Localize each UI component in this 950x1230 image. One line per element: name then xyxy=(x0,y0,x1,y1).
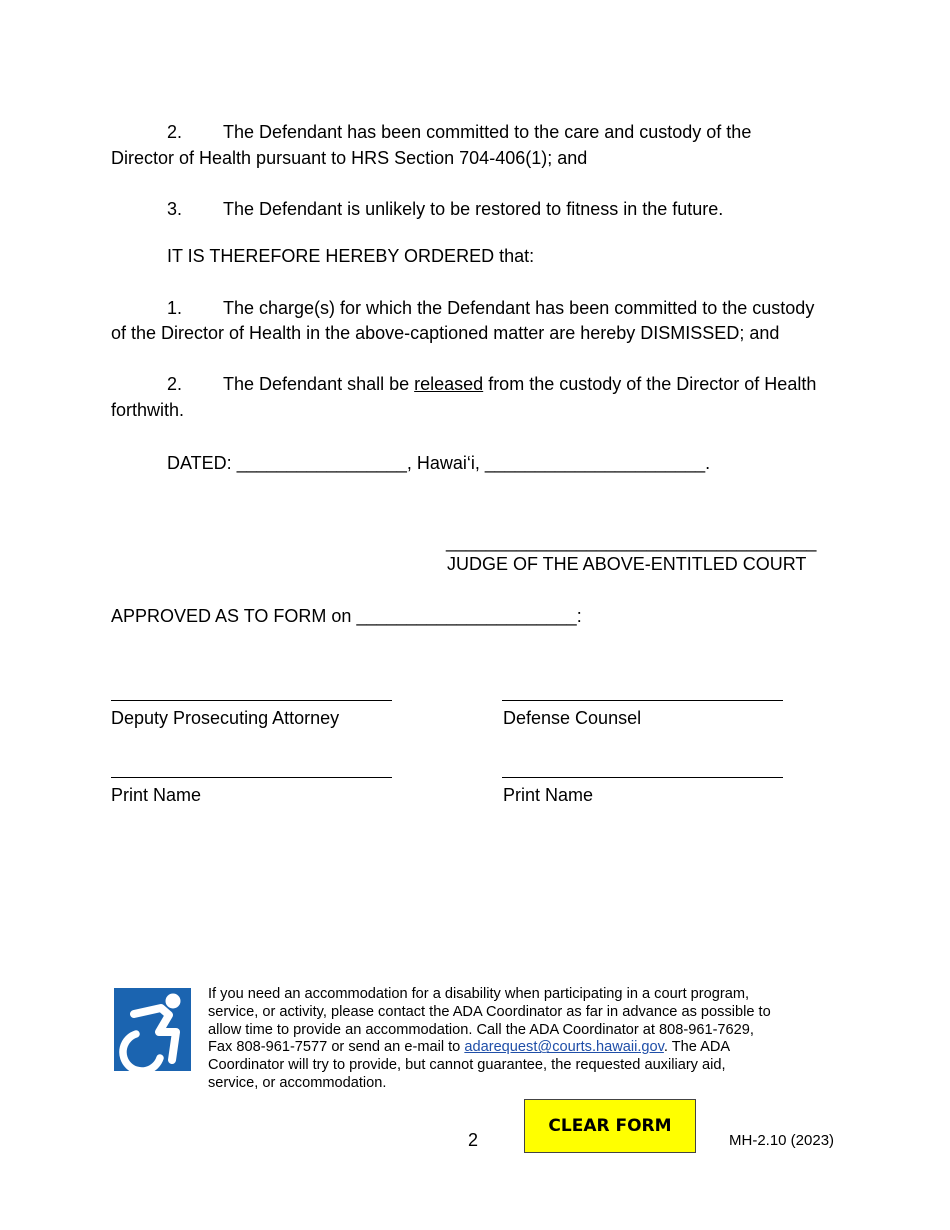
ada-line-3: allow time to provide an accommodation. Call the ADA Coordinator at 808-961-7629, xyxy=(208,1021,754,1038)
ada-notice xyxy=(208,986,808,1093)
ada-line-4-pre: Fax 808-961-7577 or send an e-mail to xyxy=(208,1039,465,1056)
accessibility-icon xyxy=(114,988,191,1071)
order-2-line2: forthwith. xyxy=(111,400,185,420)
approval-colon: : xyxy=(576,606,582,626)
order-1-line1: The charge(s) for which the Defendant has been committed to the custody xyxy=(223,298,815,318)
defense-label: Defense Counsel xyxy=(503,708,642,728)
ada-line-2: service, or activity, please contact the ADA Coordinator as far in advance as possible to xyxy=(208,1003,771,1020)
ada-line-6: service, or accommodation. xyxy=(208,1074,387,1091)
order-2-post: from the custody of the Director of Health xyxy=(483,374,817,394)
approval-label: APPROVED AS TO FORM on xyxy=(111,606,352,626)
ada-line-4 xyxy=(208,1039,808,1057)
ada-line-5: Coordinator will try to provide, but cannot guarantee, the requested auxiliary aid, xyxy=(208,1057,726,1074)
ada-line-1: If you need an accommodation for a disability when participating in a court program, xyxy=(208,986,750,1002)
clear-form-button[interactable]: CLEAR FORM xyxy=(524,1099,696,1153)
form-code: MH-2.10 (2023) xyxy=(729,1132,835,1149)
dated-label: DATED: xyxy=(167,453,232,473)
order-2-pre: The Defendant shall be xyxy=(223,374,415,394)
judge-signature-line[interactable]: _____________________________________ xyxy=(446,532,817,552)
prosecutor-signature-line[interactable] xyxy=(111,700,392,701)
finding-2-line2: Director of Health pursuant to HRS Section 704-406(1); and xyxy=(111,148,588,168)
ada-line-4-post: . The ADA xyxy=(663,1039,731,1056)
finding-3-number: 3. xyxy=(167,199,183,219)
order-heading: IT IS THEREFORE HEREBY ORDERED that: xyxy=(167,246,535,266)
approval-line xyxy=(111,605,582,627)
approval-date-blank[interactable]: ______________________ xyxy=(356,606,577,626)
dated-period: . xyxy=(705,453,711,473)
print-name-right-label: Print Name xyxy=(503,785,594,805)
finding-2-number: 2. xyxy=(167,122,183,142)
dated-date-blank[interactable]: _________________ xyxy=(236,453,407,473)
order-2-number: 2. xyxy=(167,374,183,394)
dated-place: , Hawai‘i, xyxy=(406,453,480,473)
print-name-left-label: Print Name xyxy=(111,785,202,805)
defense-print-name-line[interactable] xyxy=(502,777,783,778)
order-1-number: 1. xyxy=(167,298,183,318)
released-underlined: released xyxy=(414,374,484,394)
prosecutor-label: Deputy Prosecuting Attorney xyxy=(111,708,340,728)
page-number: 2 xyxy=(468,1130,479,1150)
finding-3-text: The Defendant is unlikely to be restored to fitness in the future. xyxy=(223,199,724,219)
judge-label: JUDGE OF THE ABOVE-ENTITLED COURT xyxy=(447,554,807,574)
dated-line xyxy=(167,452,710,474)
order-2-line1 xyxy=(223,373,816,395)
ada-email-link[interactable]: adarequest@courts.hawaii.gov xyxy=(464,1039,664,1056)
order-1-line2: of the Director of Health in the above-captioned matter are hereby DISMISSED; and xyxy=(111,323,780,343)
finding-2-line1: The Defendant has been committed to the care and custody of the xyxy=(223,122,752,142)
defense-signature-line[interactable] xyxy=(502,700,783,701)
dated-place-blank[interactable]: ______________________ xyxy=(484,453,706,473)
prosecutor-print-name-line[interactable] xyxy=(111,777,392,778)
